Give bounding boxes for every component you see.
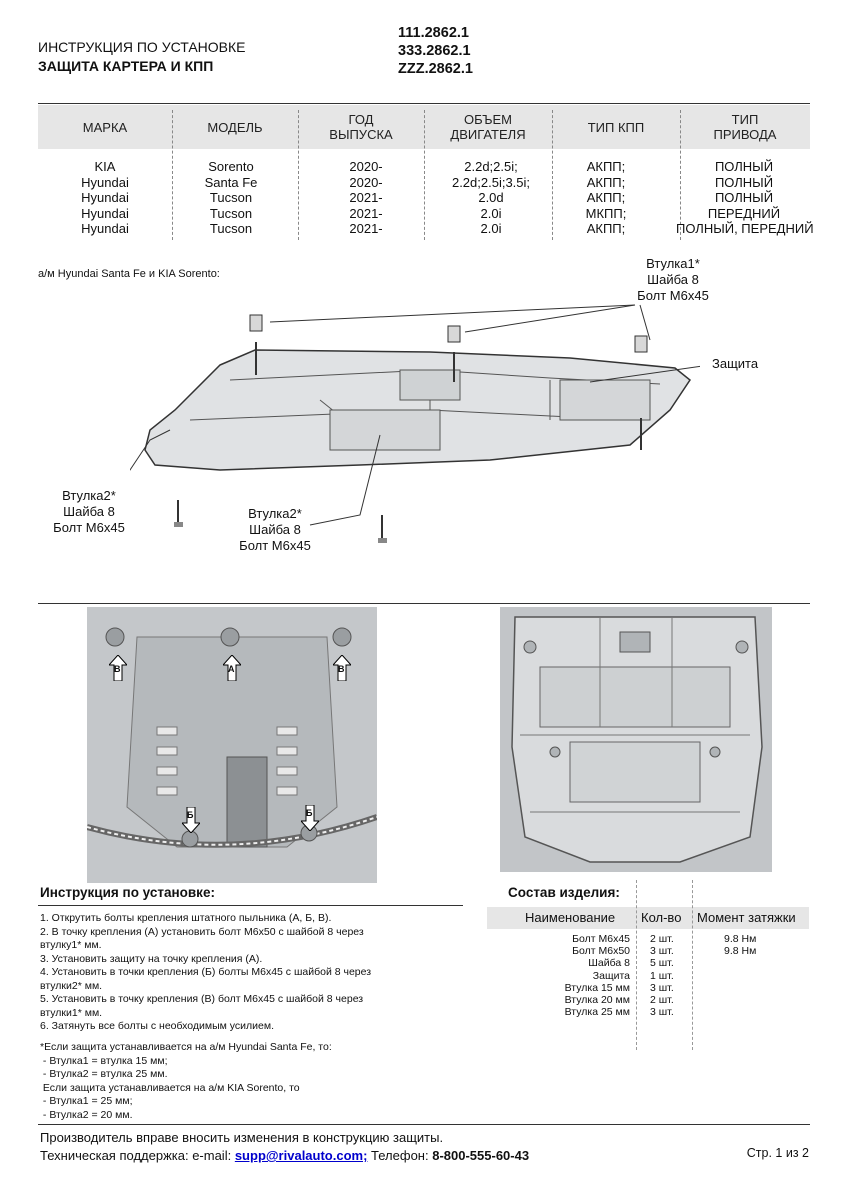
column-engine: 2.2d;2.5i; 2.2d;2.5i;3.5i; 2.0d 2.0i 2.0i [451,159,531,236]
marker-v-left: В [109,655,127,681]
instruction-step: 4. Установить в точки крепления (Б) болты М6х45 с шайбой 8 через [40,966,372,978]
instructions-steps [40,912,420,1034]
underbody-photo [87,607,377,883]
column-year: 2020- 2020- 2021- 2021- 2021- [349,159,383,236]
instruction-step: 1. Открутить болты крепления штатного пыльника (А, Б, В). [40,912,332,924]
marker-b-left: Б [182,807,200,833]
header-make: МАРКА [82,119,128,135]
column-gearbox: АКПП; АКПП; АКПП; МКПП; АКПП; [585,159,627,236]
composition-header-name: Наименование [525,910,616,925]
instructions-title: Инструкция по установке: [40,885,215,900]
table-top-rule [38,103,810,104]
column-drive: ПОЛНЫЙ ПОЛНЫЙ ПОЛНЫЙ ПЕРЕДНИЙ ПОЛНЫЙ, ПЕРЕДНИЙ [676,159,814,236]
instruction-step: 2. В точку крепления (А) установить болт М6х50 с шайбой 8 через [40,925,364,938]
page-number: Стр. 1 из 2 [746,1146,809,1160]
support-email-link[interactable]: supp@rivalauto.com; [234,1148,368,1163]
label-left-fasteners: Втулка2* Шайба 8 Болт М6х45 [53,488,125,535]
shield-diagram [130,300,700,550]
header-year: ГОД ВЫПУСКА [329,112,393,142]
instruction-step: втулку1* мм. [40,939,102,951]
underbody-drawing [87,607,377,883]
composition-header-qty: Кол-во [641,910,682,925]
part-code: 333.2862.1 [398,43,471,59]
header-gearbox: ТИП КПП [587,119,645,135]
label-top-fasteners: Втулка1* Шайба 8 Болт М6х45 [637,256,709,303]
shield-panel [400,370,460,400]
installed-shield-photo [500,607,772,872]
shield-panel [560,380,650,420]
instruction-step: втулки1* мм. [40,1006,103,1019]
marker-v-right: В [333,655,351,681]
washer [174,522,183,527]
document-title [38,38,246,76]
leader-line [640,305,650,340]
bushing-note: *Если защита устанавливается на а/м Hyundai Santa Fe, то: - Втулка1 = втулка 15 мм; - Втулка2 = втулка 25 мм. Если защита устанавливается на а/м KIA Sorento, то - Втулка1 = 25 мм; - Втулка2 = 20 мм. [40,1041,332,1121]
bushing-1 [250,315,262,331]
table-divider [172,110,173,240]
bushing-1 [448,326,460,342]
composition-title: Состав изделия: [508,885,620,900]
shield-panel [330,410,440,450]
instructions-rule [38,905,463,906]
title-line-2: ЗАЩИТА КАРТЕРА И КПП [38,58,214,74]
table-divider [298,110,299,240]
marker-a: А [223,655,241,681]
diagram-caption: а/м Hyundai Santa Fe и KIA Sorento: [38,268,220,280]
composition-torque: 9.8 Нм 9.8 Нм [724,933,757,958]
composition-divider [692,880,693,1050]
washer [378,538,387,543]
footer [40,1129,529,1165]
instruction-step: 3. Установить защиту на точку крепления (А). [40,952,263,965]
marker-b-right: Б [301,805,319,831]
footer-rule [38,1124,810,1125]
column-make: KIA Hyundai Hyundai Hyundai Hyundai [81,159,129,236]
footer-support: Техническая поддержка: e-mail: supp@rivalauto.com; Телефон: 8-800-555-60-43 [40,1148,530,1163]
part-codes [398,24,473,78]
header-engine: ОБЪЕМ ДВИГАТЕЛЯ [450,112,526,142]
column-model: Sorento Santa Fe Tucson Tucson Tucson [204,159,258,236]
table-divider [424,110,425,240]
header-model: МОДЕЛЬ [207,119,263,135]
support-phone: 8-800-555-60-43 [432,1148,530,1163]
composition-header [487,907,809,929]
installed-shield-drawing [500,607,772,872]
label-mid-fasteners: Втулка2* Шайба 8 Болт М6х45 [239,506,311,553]
instruction-step: втулки2* мм. [40,979,103,992]
composition-divider [636,880,637,1050]
part-code: 111.2862.1 [398,25,469,41]
table-divider [552,110,553,240]
instruction-step: 5. Установить в точку крепления (В) болт М6х45 с шайбой 8 через [40,993,364,1005]
bushing-1 [635,336,647,352]
composition-qty: 2 шт. 3 шт. 5 шт. 1 шт. 3 шт. 2 шт. 3 шт. [650,933,674,1019]
part-code: ZZZ.2862.1 [398,61,473,77]
label-shield: Защита [712,356,759,371]
composition-names: Болт М6х45 Болт М6х50 Шайба 8 Защита Втулка 15 мм Втулка 20 мм Втулка 25 мм [564,933,630,1019]
header-drive: ТИП ПРИВОДА [713,112,777,142]
footer-disclaimer: Производитель вправе вносить изменения в конструкцию защиты. [40,1130,444,1145]
section-divider [38,603,810,604]
instruction-step: 6. Затянуть все болты с необходимым усилием. [40,1020,275,1032]
composition-header-torque: Момент затяжки [697,910,796,925]
title-line-1: ИНСТРУКЦИЯ ПО УСТАНОВКЕ [38,39,246,55]
